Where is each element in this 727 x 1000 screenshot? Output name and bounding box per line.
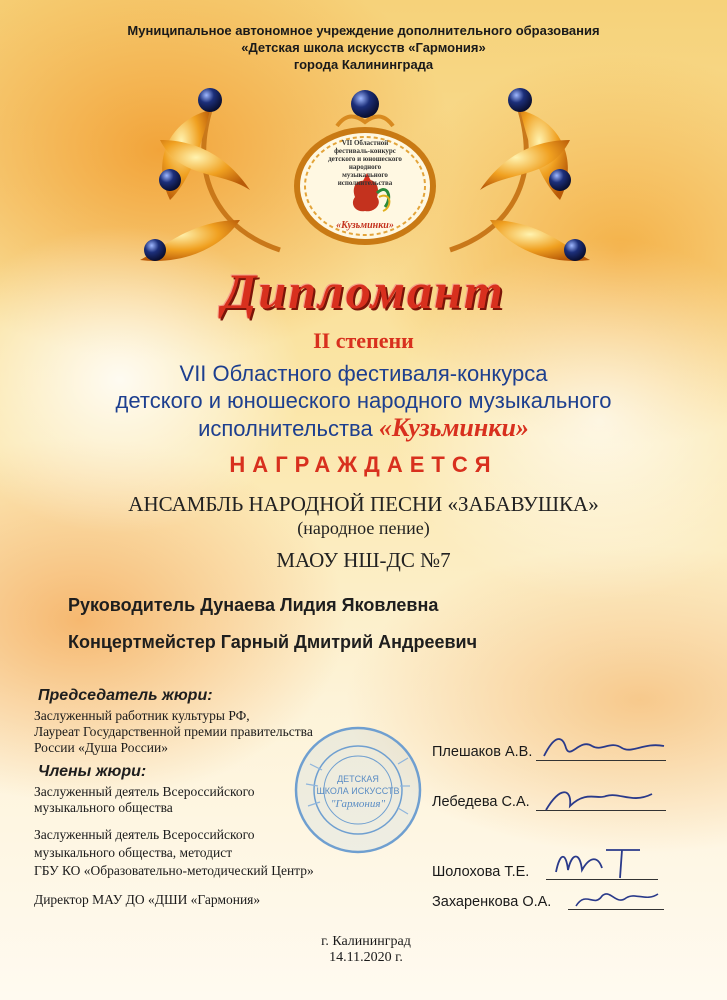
festival-emblem [293,127,437,245]
accompanist-name: Концертмейстер Гарный Дмитрий Андреевич [68,632,478,652]
diploma-title: Дипломант [222,263,505,319]
signer-2: Лебедева С.А. [432,794,530,810]
chair-line-1: Заслуженный работник культуры РФ, [34,708,250,723]
emblem-line-2: фестиваль-конкурс [334,147,396,155]
ensemble-genre: (народное пение) [297,518,430,538]
footer [296,934,436,966]
director-title: Директор МАУ ДО «ДШИ «Гармония» [34,892,261,907]
school-name: МАОУ НШ-ДС №7 [276,548,451,572]
org-line-2: «Детская школа искусств «Гармония» [241,40,486,55]
signer-4: Захаренкова О.А. [432,894,552,910]
signer-3: Шолохова Т.Е. [432,864,530,880]
signature-3 [550,842,650,882]
chair-line-2: Лауреат Государственной премии правительства [34,724,313,739]
festival-line-3: исполнительства [198,416,373,441]
member1-line-2: музыкального общества [34,800,173,815]
chair-line-3: России «Душа России» [34,740,168,755]
stamp-center-3: "Гармония" [330,798,386,810]
festival-name: «Кузьминки» [378,413,529,442]
emblem-line-1: VII Областной [341,139,389,147]
diploma-degree: II степени [313,328,414,353]
member2-line-1: Заслуженный деятель Всероссийского [34,827,255,842]
stamp-center-1: ДЕТСКАЯ [337,774,379,784]
jury-chair-heading: Председатель жюри: [38,687,213,704]
jury-members-heading: Члены жюри: [38,763,147,780]
festival-line-2: детского и юношеского народного музыкального [115,388,612,413]
leader-name: Руководитель Дунаева Лидия Яковлевна [68,595,439,615]
footer-date: 14.11.2020 г. [329,950,403,965]
signature-1 [540,730,670,764]
festival-line-3-wrap [0,414,727,442]
member1-line-1: Заслуженный деятель Всероссийского [34,784,255,799]
emblem-line-3: детского и юношеского народного [328,155,402,171]
signature-2 [540,782,660,814]
ornament-right [420,70,600,270]
stamp-center-2: ШКОЛА ИСКУССТВ [316,786,400,796]
signature-4 [572,886,662,912]
emblem-line-4: музыкального исполнительства [337,171,393,187]
org-header [0,22,727,73]
ornament-top-center [333,82,397,130]
org-line-3: города Калининграда [293,57,434,72]
member2-line-2: музыкального общества, методист [34,845,233,860]
festival-line-1: VII Областного фестиваля-конкурса [179,361,548,386]
ornament-left [130,70,310,270]
emblem-name: «Кузьминки» [336,220,394,231]
org-line-1: Муниципальное автономное учреждение дополнительного образования [127,23,600,38]
signer-1: Плешаков А.В. [432,744,533,760]
footer-city: г. Калининград [321,934,411,949]
awarded-heading: НАГРАЖДАЕТСЯ [229,452,498,477]
festival-title [0,360,727,442]
official-stamp [292,724,424,856]
ensemble-name: АНСАМБЛЬ НАРОДНОЙ ПЕСНИ «ЗАБАВУШКА» [128,492,599,516]
member2-line-3: ГБУ КО «Образовательно-методический Центр» [34,863,314,878]
